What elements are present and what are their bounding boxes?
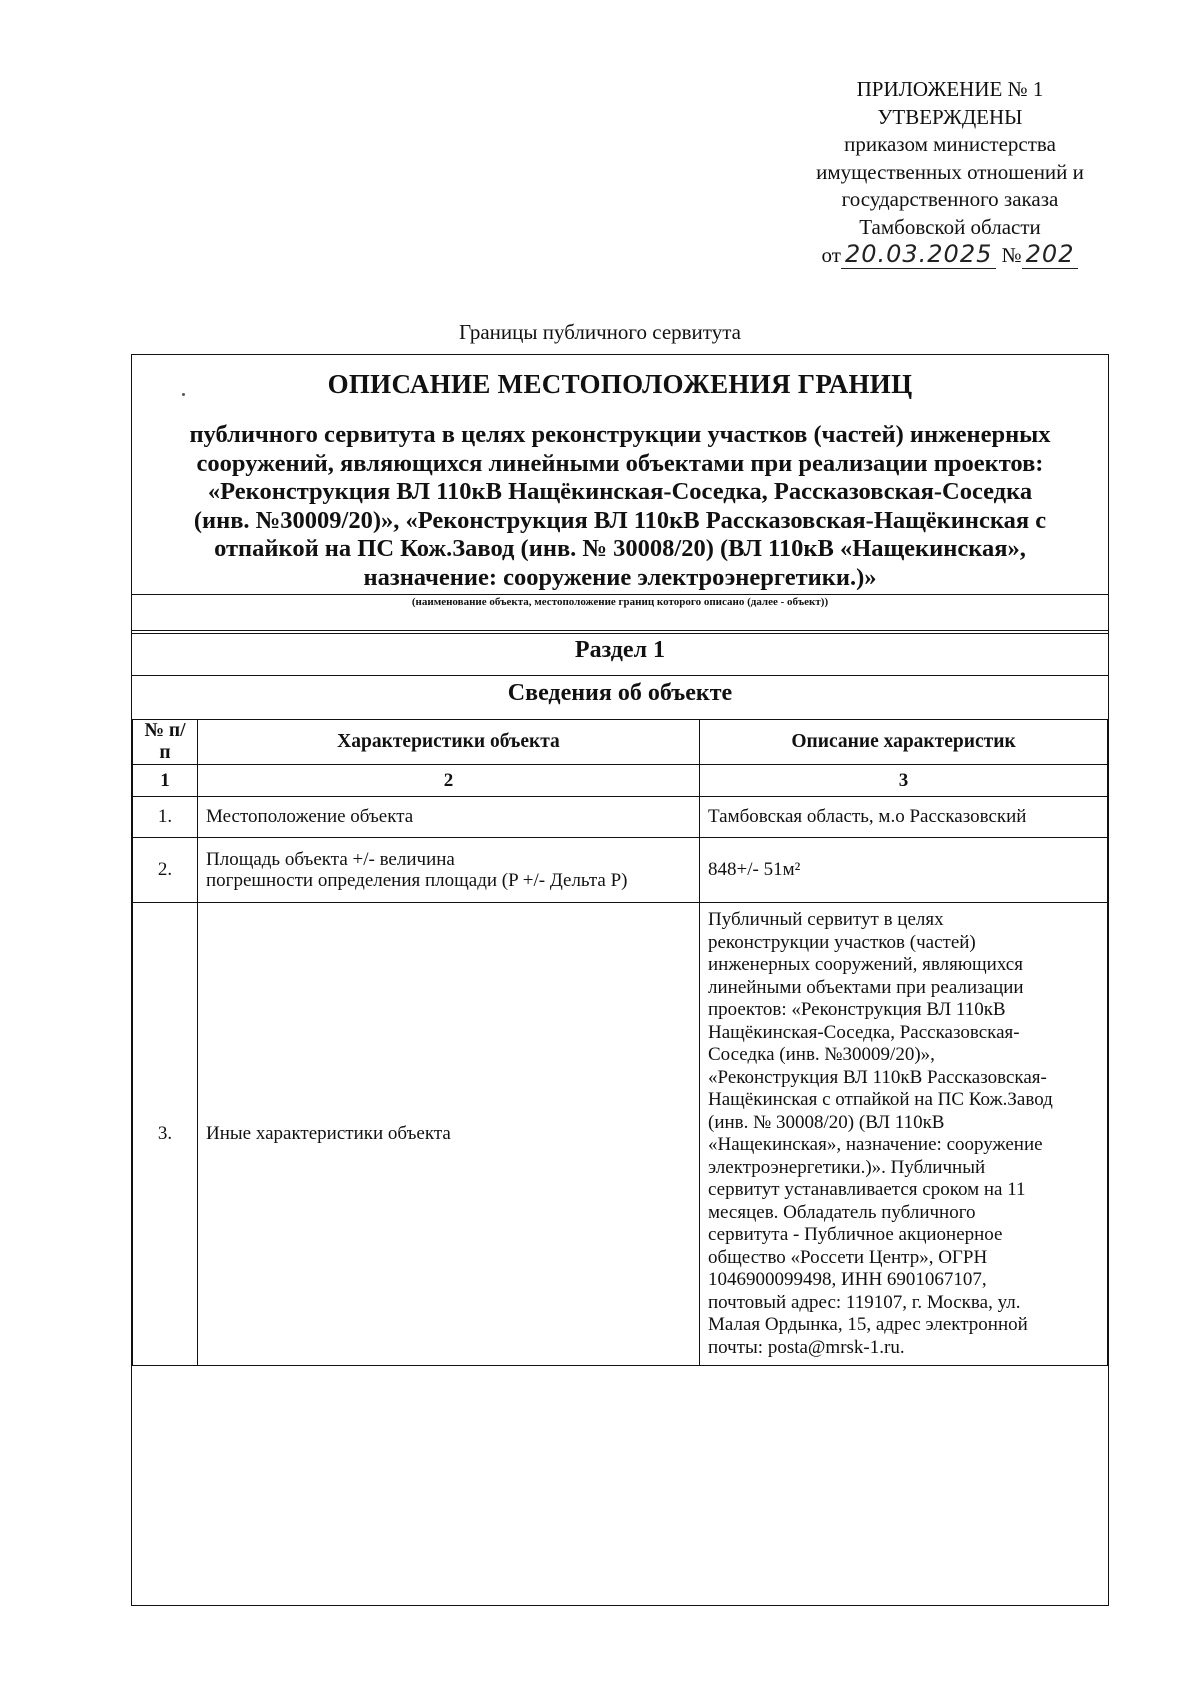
description-line: инженерных сооружений, являющихся <box>708 954 1023 975</box>
description-line: Нащёкинская-Соседка, Рассказовская- <box>708 1021 1020 1043</box>
divider <box>132 594 1108 595</box>
row-characteristic <box>198 838 700 903</box>
row-description <box>700 903 1108 1366</box>
date-prefix: от <box>821 243 841 267</box>
description-line: проектов: «Реконструкция ВЛ 110кВ <box>708 999 1006 1020</box>
row-number: 2. <box>133 838 198 903</box>
description-line: электроэнергетики.)». Публичный <box>708 1156 986 1178</box>
handwritten-number: 202 <box>1022 240 1079 269</box>
divider <box>132 675 1108 676</box>
row-number: 3. <box>133 903 198 1366</box>
row-number: 1. <box>133 797 198 838</box>
approval-block <box>760 76 1140 270</box>
description-line: «Нащекинская», назначение: сооружение <box>708 1134 1043 1155</box>
row-description: 848+/- 51м² <box>700 838 1108 903</box>
approval-line-4: имущественных отношений и <box>816 159 1084 184</box>
description-line: 1046900099498, ИНН 6901067107, <box>708 1269 987 1290</box>
approval-line-6: Тамбовской области <box>859 214 1041 239</box>
description-line: почтовый адрес: 119107, г. Москва, ул. <box>708 1291 1021 1313</box>
column-number: 2 <box>198 765 700 797</box>
divider <box>132 633 1108 634</box>
description-line: (инв. № 30008/20) (ВЛ 110кВ <box>708 1111 945 1133</box>
approval-line-3: приказом министерства <box>844 132 1056 156</box>
table-row <box>133 797 1108 838</box>
object-name <box>142 421 1098 592</box>
row-characteristic-line: Площадь объекта +/- величина <box>206 849 455 870</box>
approval-line-5: государственного заказа <box>841 187 1059 211</box>
description-line: «Реконструкция ВЛ 110кВ Рассказовская- <box>708 1066 1047 1088</box>
description-line: Нащёкинская с отпайкой на ПС Кож.Завод <box>708 1089 1053 1110</box>
description-line: общество «Россети Центр», ОГРН <box>708 1246 988 1268</box>
description-line: Малая Ордынка, 15, адрес электронной <box>708 1314 1028 1335</box>
order-date-number <box>760 241 1140 270</box>
section-title: Раздел 1 <box>574 637 666 663</box>
column-header-characteristic: Характеристики объекта <box>198 720 700 765</box>
description-line: почты: posta@mrsk-1.ru. <box>708 1336 905 1358</box>
column-number-row <box>133 765 1108 797</box>
object-name-line: отпайкой на ПС Кож.Завод (инв. № 30008/20) (ВЛ 110кВ «Нащекинская», <box>214 535 1026 562</box>
description-line: Соседка (инв. №30009/20)», <box>708 1044 935 1065</box>
object-name-line: назначение: сооружение электроэнергетики.)» <box>363 563 877 591</box>
description-line: сервитута - Публичное акционерное <box>708 1224 1003 1245</box>
document-caption: Границы публичного сервитута <box>459 320 741 344</box>
table-row <box>133 903 1108 1366</box>
appendix-label: ПРИЛОЖЕНИЕ № 1 <box>856 77 1044 101</box>
column-number: 1 <box>133 765 198 797</box>
description-line: линейными объектами при реализации <box>708 976 1024 998</box>
description-line: сервитут устанавливается сроком на 11 <box>708 1179 1026 1200</box>
section-subtitle: Сведения об объекте <box>507 680 733 706</box>
object-caption: (наименование объекта, местоположение границ которого описано (далее - объект)) <box>411 596 829 608</box>
object-name-line: «Реконструкция ВЛ 110кВ Нащёкинская-Соседка, Рассказовская-Соседка <box>207 478 1033 505</box>
description-line: реконструкции участков (частей) <box>708 931 976 953</box>
row-description: Тамбовская область, м.о Рассказовский <box>700 797 1108 838</box>
handwritten-date: 20.03.2025 <box>841 240 996 269</box>
object-info-table <box>132 719 1108 1366</box>
column-header-number: № п/п <box>133 720 198 765</box>
object-name-line: сооружений, являющихся линейными объектами при реализации проектов: <box>196 449 1044 477</box>
table-row <box>133 838 1108 903</box>
object-name-line: (инв. №30009/20)», «Реконструкция ВЛ 110кВ Рассказовская-Нащёкинская с <box>193 506 1047 534</box>
table-header-row <box>133 720 1108 765</box>
row-characteristic: Местоположение объекта <box>198 797 700 838</box>
column-number: 3 <box>700 765 1108 797</box>
number-prefix: № <box>1001 243 1022 267</box>
row-characteristic-line: погрешности определения площади (P +/- Дельта P) <box>206 870 628 891</box>
description-frame <box>131 354 1109 1606</box>
main-heading: ОПИСАНИЕ МЕСТОПОЛОЖЕНИЯ ГРАНИЦ <box>327 369 913 399</box>
column-header-description: Описание характеристик <box>700 720 1108 765</box>
description-line: Публичный сервитут в целях <box>708 909 944 930</box>
divider <box>132 630 1108 631</box>
approved-label: УТВЕРЖДЕНЫ <box>877 104 1023 129</box>
row-characteristic: Иные характеристики объекта <box>198 903 700 1366</box>
object-name-line: публичного сервитута в целях реконструкции участков (частей) инженерных <box>189 421 1051 448</box>
description-line: месяцев. Обладатель публичного <box>708 1201 976 1223</box>
